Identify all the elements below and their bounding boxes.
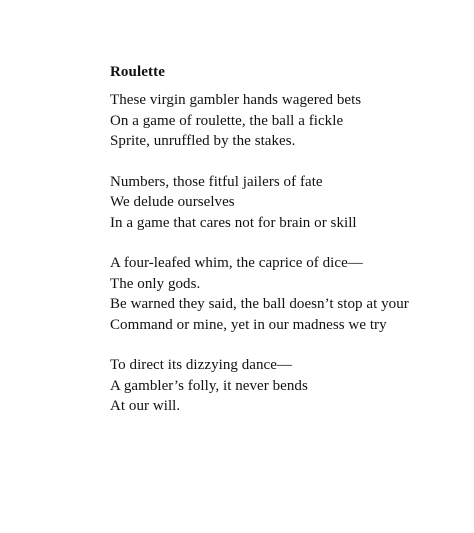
poem-line: On a game of roulette, the ball a fickle [110, 112, 344, 129]
poem-line: The only gods. [110, 275, 201, 292]
poem-line: These virgin gambler hands wagered bets [110, 92, 362, 108]
poem-line: Numbers, those fitful jailers of fate [110, 173, 323, 190]
stanza-2 [110, 172, 460, 234]
poem-line: In a game that cares not for brain or skill [110, 214, 357, 231]
poem-line: A gambler’s folly, it never bends [110, 377, 308, 394]
poem-line: A four-leafed whim, the caprice of dice— [110, 255, 363, 271]
poem-line: We delude ourselves [110, 194, 235, 210]
poem-line: Be warned they said, the ball doesn’t stop at your [110, 296, 409, 312]
stanza-4 [110, 355, 460, 417]
poem-line: To direct its dizzying dance— [110, 357, 293, 373]
poem-line: Sprite, unruffled by the stakes. [110, 133, 296, 149]
stanza-3 [110, 253, 460, 335]
poem-line: Command or mine, yet in our madness we try [110, 316, 387, 333]
poem-title: Roulette [110, 64, 165, 80]
poem-line: At our will. [110, 398, 181, 414]
stanza-1 [110, 90, 460, 152]
poem-page [110, 62, 460, 437]
